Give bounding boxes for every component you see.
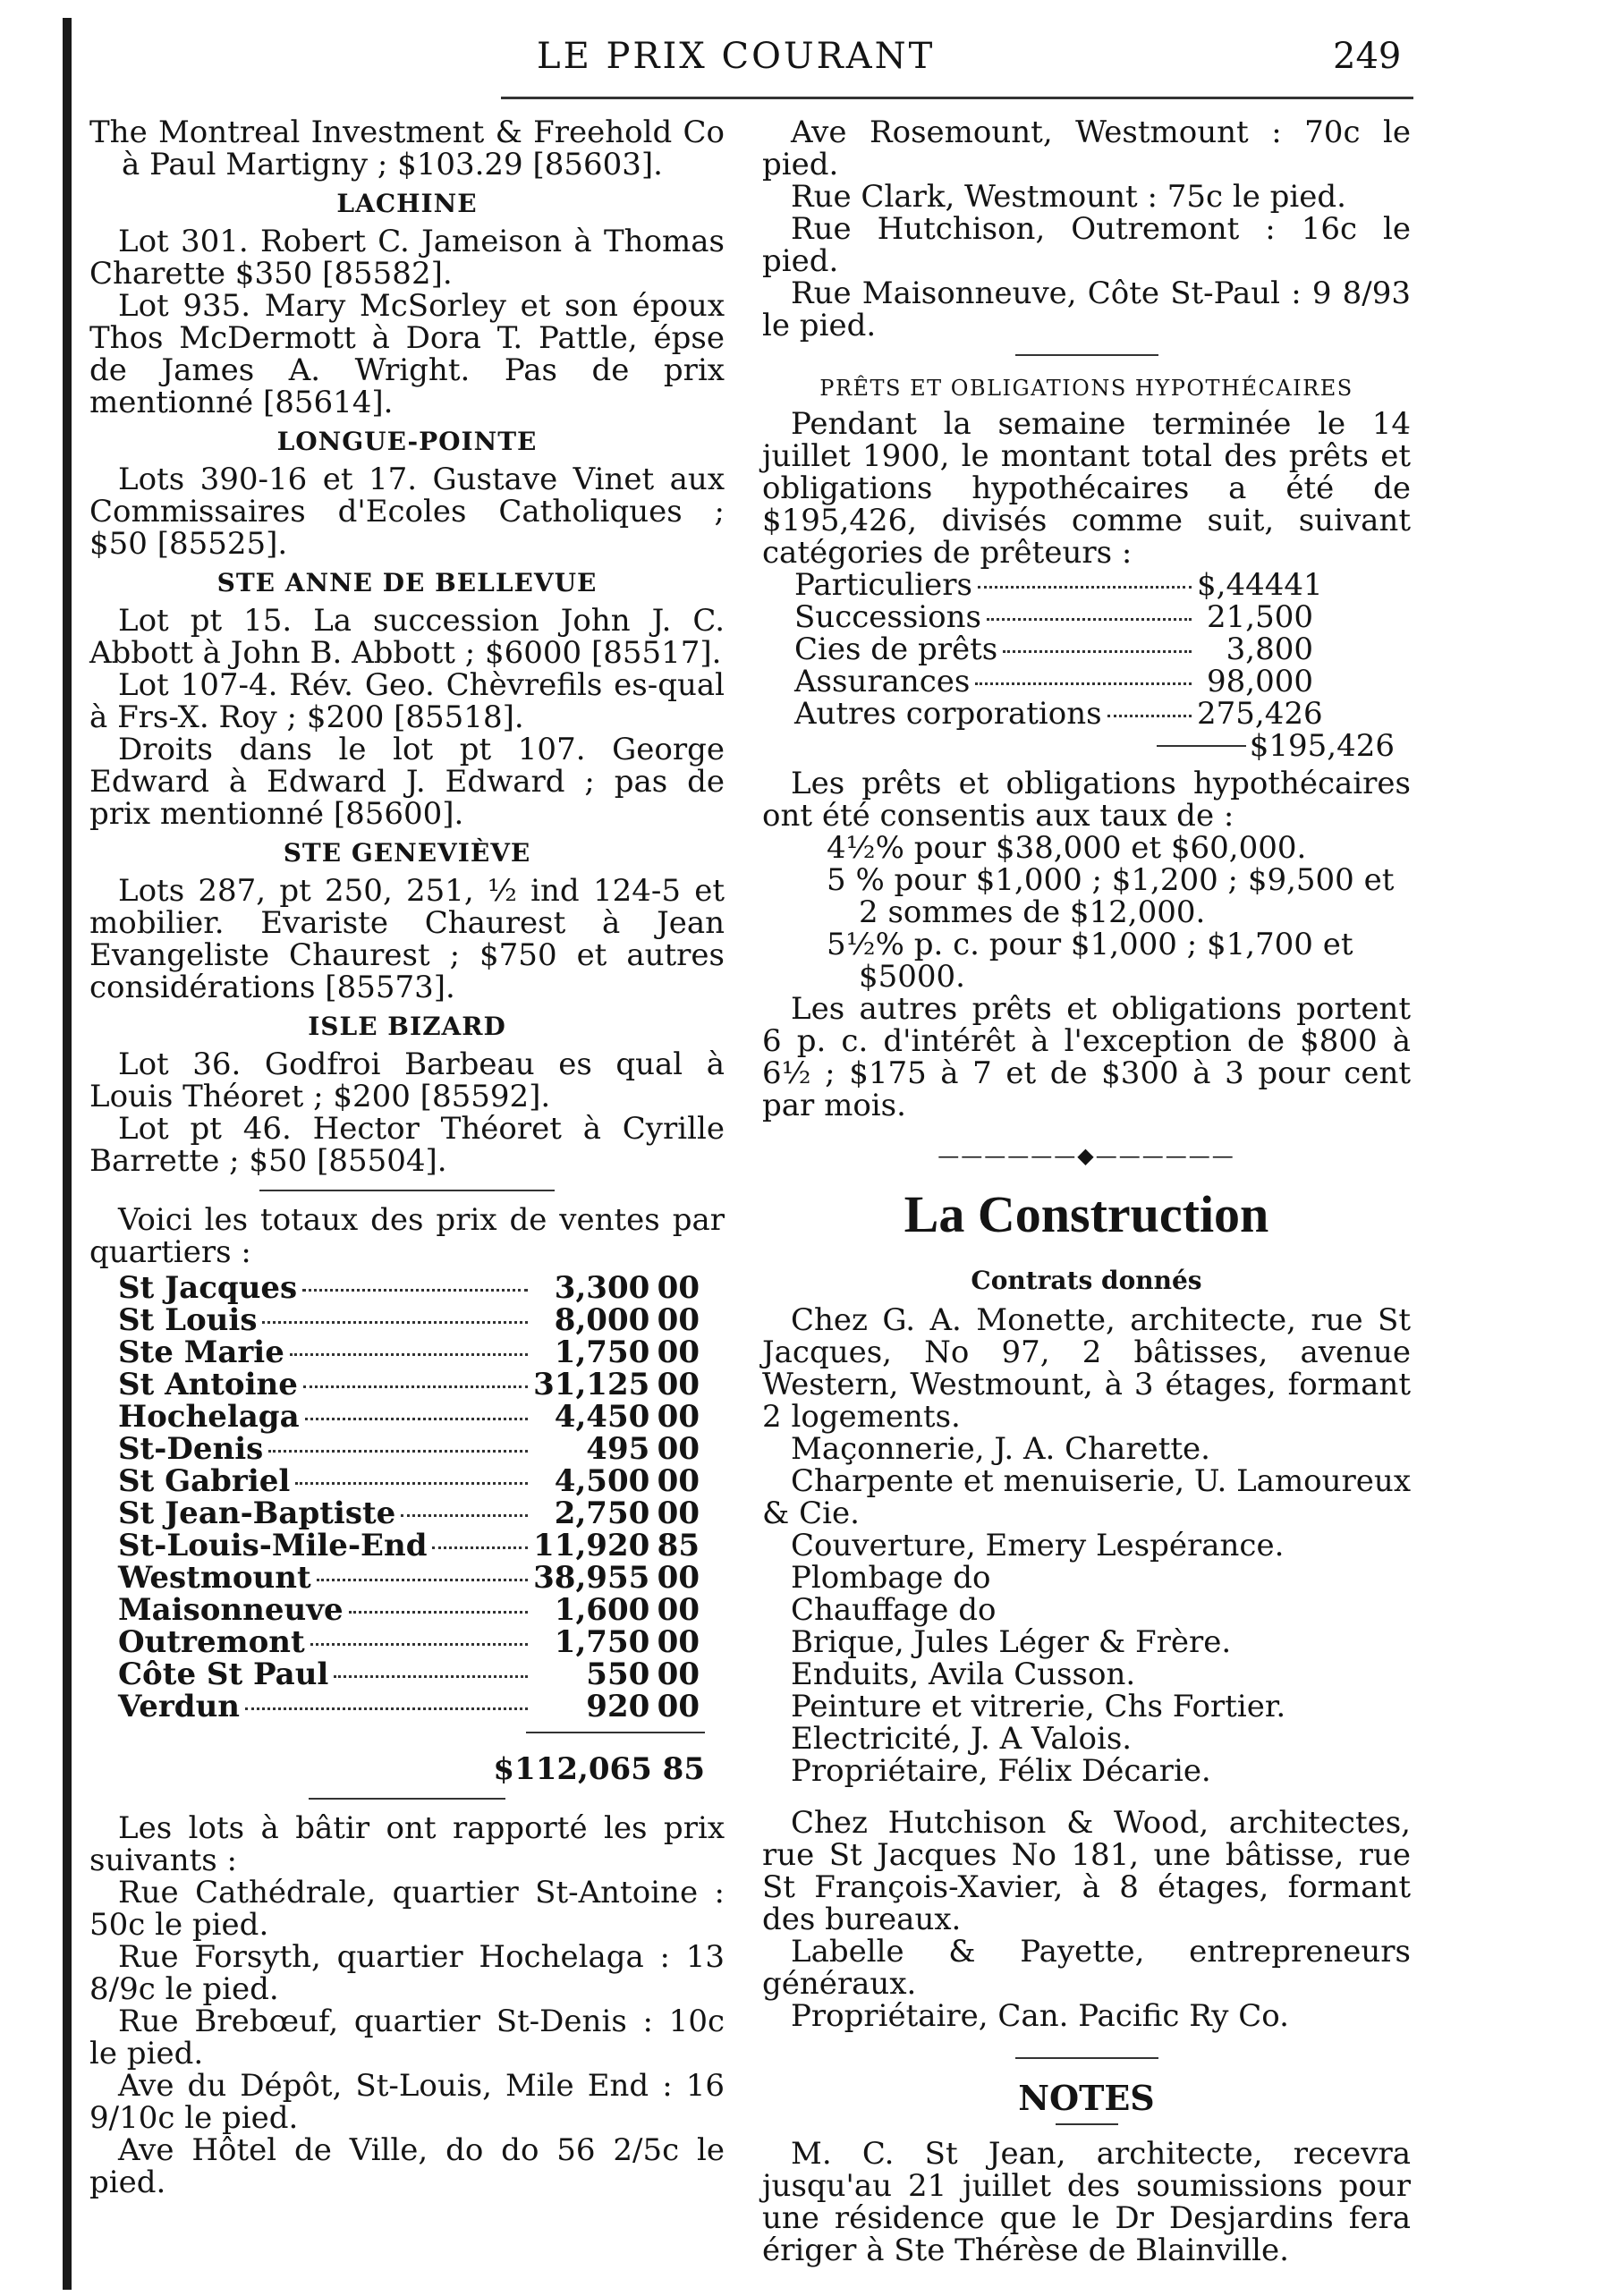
- quartier-cents: 85: [657, 1528, 700, 1563]
- section-ste-anne: [89, 567, 725, 830]
- quartier-cents: 00: [657, 1431, 700, 1467]
- section-heading: STE ANNE DE BELLEVUE: [216, 568, 598, 597]
- quartier-amount: 38,955: [533, 1560, 650, 1596]
- quartier-cents: 00: [657, 1689, 700, 1724]
- prets-heading: PRÊTS ET OBLIGATIONS HYPOTHÉCAIRES: [819, 376, 1353, 401]
- pret-row: [762, 665, 1411, 698]
- leader-dots: [268, 1450, 528, 1453]
- divider: [1015, 354, 1158, 356]
- quartier-name: Maisonneuve: [118, 1592, 344, 1628]
- quartier-row: [118, 1465, 700, 1497]
- sale-entry: Lot 107-4. Rév. Geo. Chèvrefils es-qual à Frs-X. Roy ; $200 [85518].: [89, 667, 725, 735]
- quartier-row: [118, 1562, 700, 1594]
- quartier-cents: 00: [657, 1495, 700, 1531]
- leader-dots: [295, 1482, 528, 1485]
- quartier-amount: 31,125: [533, 1367, 650, 1402]
- section-longue-pointe: [89, 426, 725, 560]
- contrats-heading: Contrats donnés: [971, 1266, 1202, 1295]
- pret-value: $,44441: [1197, 567, 1323, 603]
- quartier-amount: 11,920: [533, 1528, 650, 1563]
- leader-dots: [262, 1321, 528, 1324]
- contract-item: Propriétaire, Félix Décarie.: [791, 1753, 1211, 1789]
- quartier-name: St-Louis-Mile-End: [118, 1528, 428, 1563]
- pret-row: [762, 698, 1411, 730]
- notes-heading: NOTES: [1018, 2078, 1155, 2118]
- lot-price: Rue Cathédrale, quartier St-Antoine : 50c le pied.: [89, 1875, 725, 1943]
- contract-item: Charpente et menuiserie, U. Lamoureux & Cie.: [762, 1463, 1411, 1531]
- quartier-amount: 1,600: [554, 1592, 650, 1628]
- section-lachine: [89, 188, 725, 419]
- quartier-name: St Jacques: [118, 1270, 298, 1306]
- lot-price: Rue Clark, Westmount : 75c le pied.: [791, 179, 1346, 215]
- lot-price: Ave du Dépôt, St-Louis, Mile End : 16 9/10c le pied.: [89, 2068, 725, 2136]
- quartier-amount: 1,750: [554, 1334, 650, 1370]
- lot-price: Rue Maisonneuve, Côte St-Paul : 9 8/93 le pied.: [762, 275, 1411, 343]
- prets-total-row: [762, 730, 1411, 762]
- quartier-amount: 920: [586, 1689, 650, 1724]
- taux-line: 4½% pour $38,000 et $60,000.: [827, 830, 1307, 866]
- prets-intro: Pendant la semaine terminée le 14 juillet 1900, le montant total des prêts et obligations hypothécaires a été de $195,426, divisés comme suit, suivant catégories de prêteurs :: [762, 406, 1411, 571]
- pret-value: 275,426: [1197, 696, 1323, 732]
- pret-row: [762, 569, 1411, 601]
- quartier-amount: 2,750: [554, 1495, 650, 1531]
- pret-label: Assurances: [794, 664, 971, 699]
- leader-dots: [334, 1675, 528, 1678]
- quartier-name: St Louis: [118, 1302, 258, 1338]
- lot-price: Rue Hutchison, Outremont : 16c le pied.: [762, 211, 1411, 279]
- quartier-cents: 00: [657, 1463, 700, 1499]
- quartier-name: Westmount: [118, 1560, 311, 1596]
- leader-dots: [310, 1643, 528, 1646]
- leader-dots: [305, 1418, 529, 1420]
- journal-title: LE PRIX COURANT: [537, 36, 936, 77]
- section-ste-genevieve: [89, 837, 725, 1004]
- section-heading: ISLE BIZARD: [308, 1012, 506, 1041]
- ornament-divider: ——————◆——————: [938, 1143, 1235, 1168]
- quartier-row: [118, 1336, 700, 1368]
- quartier-amount: 3,300: [554, 1270, 650, 1306]
- contract-item: Electricité, J. A Valois.: [791, 1721, 1133, 1757]
- pret-row: [762, 601, 1411, 633]
- quartier-cents: 00: [657, 1334, 700, 1370]
- totals-intro: Voici les totaux des prix de ventes par quartiers :: [89, 1202, 725, 1270]
- contract-item: Couverture, Emery Lespérance.: [791, 1528, 1285, 1563]
- total-rule: [526, 1732, 705, 1733]
- lot-price: Rue Forsyth, quartier Hochelaga : 13 8/9c le pied.: [89, 1939, 725, 2007]
- leader-dots: [349, 1611, 529, 1614]
- quartier-row: [118, 1658, 700, 1690]
- quartier-cents: 00: [657, 1656, 700, 1692]
- pret-label: Autres corporations: [794, 696, 1102, 732]
- pret-label: Cies de prêts: [794, 631, 998, 667]
- sale-entry: Lot pt 15. La succession John J. C. Abbott à John B. Abbott ; $6000 [85517].: [89, 603, 725, 671]
- contract-item: Maçonnerie, J. A. Charette.: [791, 1431, 1210, 1467]
- quartier-row: [118, 1433, 700, 1465]
- page-header: [0, 36, 1612, 89]
- lot-price: Ave Rosemount, Westmount : 70c le pied.: [762, 114, 1411, 182]
- notes-text: M. C. St Jean, architecte, recevra jusqu'au 21 juillet des soumissions pour une résidence que le Dr Desjardins fera ériger à Ste Thérèse de Blainville.: [762, 2136, 1411, 2268]
- sale-entry: Lot pt 46. Hector Théoret à Cyrille Barrette ; $50 [85504].: [89, 1111, 725, 1179]
- leader-dots: [303, 1385, 528, 1388]
- section-isle-bizard: [89, 1011, 725, 1177]
- divider: [259, 1190, 555, 1191]
- page-number: 249: [1333, 36, 1402, 77]
- contract-item: Brique, Jules Léger & Frère.: [791, 1624, 1232, 1660]
- quartier-row: [118, 1272, 700, 1304]
- pret-label: Successions: [794, 599, 981, 635]
- sale-entry: Droits dans le lot pt 107. George Edward à Edward J. Edward ; pas de prix mentionné [85600].: [89, 732, 725, 832]
- sale-entry: The Montreal Investment & Freehold Co à Paul Martigny ; $103.29 [85603].: [89, 114, 725, 182]
- leader-dots: [302, 1289, 528, 1292]
- quartier-cents: 00: [657, 1560, 700, 1596]
- quartier-row: [118, 1401, 700, 1433]
- leader-dots: [401, 1514, 528, 1517]
- quartier-name: Verdun: [118, 1689, 241, 1724]
- header-rule: [501, 97, 1413, 99]
- right-column: [762, 116, 1411, 2266]
- quartier-amount: 550: [586, 1656, 650, 1692]
- quartier-name: Côte St Paul: [118, 1656, 329, 1692]
- divider: [309, 1798, 505, 1800]
- taux-line: 5 % pour $1,000 ; $1,200 ; $9,500 et 2 sommes de $12,000.: [827, 862, 1395, 930]
- leader-dots: [290, 1353, 528, 1356]
- quartier-cents: 00: [657, 1624, 700, 1660]
- prets-table: [762, 569, 1411, 762]
- contract-item: Enduits, Avila Cusson.: [791, 1656, 1136, 1692]
- quartier-row: [118, 1497, 700, 1529]
- lot-price: Ave Hôtel de Ville, do do 56 2/5c le pied.: [89, 2132, 725, 2200]
- page-edge-rule: [63, 18, 72, 2290]
- lot-price: Rue Brebœuf, quartier St-Denis : 10c le pied.: [89, 2004, 725, 2071]
- quartier-row: [118, 1368, 700, 1401]
- taux-intro: Les prêts et obligations hypothécaires ont été consentis aux taux de :: [762, 766, 1411, 834]
- quartier-name: Outremont: [118, 1624, 305, 1660]
- quartier-amount: 495: [586, 1431, 650, 1467]
- quartier-row: [118, 1626, 700, 1658]
- quartier-cents: 00: [657, 1399, 700, 1435]
- contract-item: Propriétaire, Can. Pacific Ry Co.: [791, 1998, 1289, 2034]
- divider: [1056, 2123, 1118, 2125]
- quartier-row: [118, 1304, 700, 1336]
- quartier-cents: 00: [657, 1367, 700, 1402]
- leader-dots: [432, 1546, 528, 1549]
- quartier-name: St Gabriel: [118, 1463, 291, 1499]
- quartier-cents: 00: [657, 1270, 700, 1306]
- lots-intro: Les lots à bâtir ont rapporté les prix suivants :: [89, 1810, 725, 1878]
- section-heading: LONGUE-POINTE: [276, 427, 538, 456]
- quartier-name: St-Denis: [118, 1431, 264, 1467]
- quartier-row: [118, 1690, 700, 1723]
- pret-value: 98,000: [1207, 664, 1313, 699]
- pret-row: [762, 633, 1411, 665]
- quartier-amount: 1,750: [554, 1624, 650, 1660]
- left-column: [89, 116, 725, 2199]
- sale-entry: Lot 935. Mary McSorley et son époux Thos McDermott à Dora T. Pattle, épse de James A. Wright. Pas de prix mentionné [85614].: [89, 288, 725, 420]
- pret-value: 3,800: [1226, 631, 1313, 667]
- sale-entry: Lot 36. Godfroi Barbeau es qual à Louis Théoret ; $200 [85592].: [89, 1046, 725, 1114]
- leader-dots: [317, 1579, 528, 1581]
- contract-intro: Chez Hutchison & Wood, architectes, rue St Jacques No 181, une bâtisse, rue St François-Xavier, à 8 étages, formant des bureaux.: [762, 1805, 1411, 1937]
- quartier-row: [118, 1594, 700, 1626]
- construction-title: La Construction: [904, 1185, 1269, 1243]
- quartier-cents: 00: [657, 1302, 700, 1338]
- divider: [1015, 2057, 1158, 2059]
- section-heading: STE GENEVIÈVE: [283, 838, 531, 868]
- quartier-amount: 4,500: [554, 1463, 650, 1499]
- taux-line: 5½% p. c. pour $1,000 ; $1,700 et $5000.: [827, 927, 1353, 995]
- quartier-name: Hochelaga: [118, 1399, 300, 1435]
- sale-entry: Lot 301. Robert C. Jameison à Thomas Charette $350 [85582].: [89, 224, 725, 292]
- quartier-name: St Antoine: [118, 1367, 298, 1402]
- section-heading: LACHINE: [336, 189, 478, 218]
- quartier-cents: 00: [657, 1592, 700, 1628]
- contract-item: Labelle & Payette, entrepreneurs généraux.: [762, 1934, 1411, 2002]
- quartier-row: [118, 1529, 700, 1562]
- quartiers-table: [118, 1272, 700, 1723]
- quartier-amount: 8,000: [554, 1302, 650, 1338]
- contract-intro: Chez G. A. Monette, architecte, rue St Jacques, No 97, 2 bâtisses, avenue Western, Westmount, à 3 étages, formant 2 logements.: [762, 1302, 1411, 1435]
- contract-item: Plombage do: [791, 1560, 991, 1596]
- contract-item: Chauffage do: [791, 1592, 997, 1628]
- quartier-amount: 4,450: [554, 1399, 650, 1435]
- grand-total: $112,065 85: [493, 1751, 705, 1787]
- prets-total: $195,426: [1249, 728, 1395, 764]
- sale-entry: Lots 390-16 et 17. Gustave Vinet aux Commissaires d'Ecoles Catholiques ; $50 [85525].: [89, 462, 725, 562]
- contract-item: Peinture et vitrerie, Chs Fortier.: [791, 1689, 1286, 1724]
- quartier-name: Ste Marie: [118, 1334, 284, 1370]
- pret-value: 21,500: [1207, 599, 1313, 635]
- sale-entry: Lots 287, pt 250, 251, ½ ind 124-5 et mobilier. Evariste Chaurest à Jean Evangeliste Chaurest ; $750 et autres considérations [85573].: [89, 873, 725, 1005]
- quartier-name: St Jean-Baptiste: [118, 1495, 396, 1531]
- leader-dots: [245, 1707, 528, 1710]
- taux-outro: Les autres prêts et obligations portent 6 p. c. d'intérêt à l'exception de $800 à 6½ ; $175 à 7 et de $300 à 3 pour cent par mois.: [762, 991, 1411, 1123]
- pret-label: Particuliers: [794, 567, 972, 603]
